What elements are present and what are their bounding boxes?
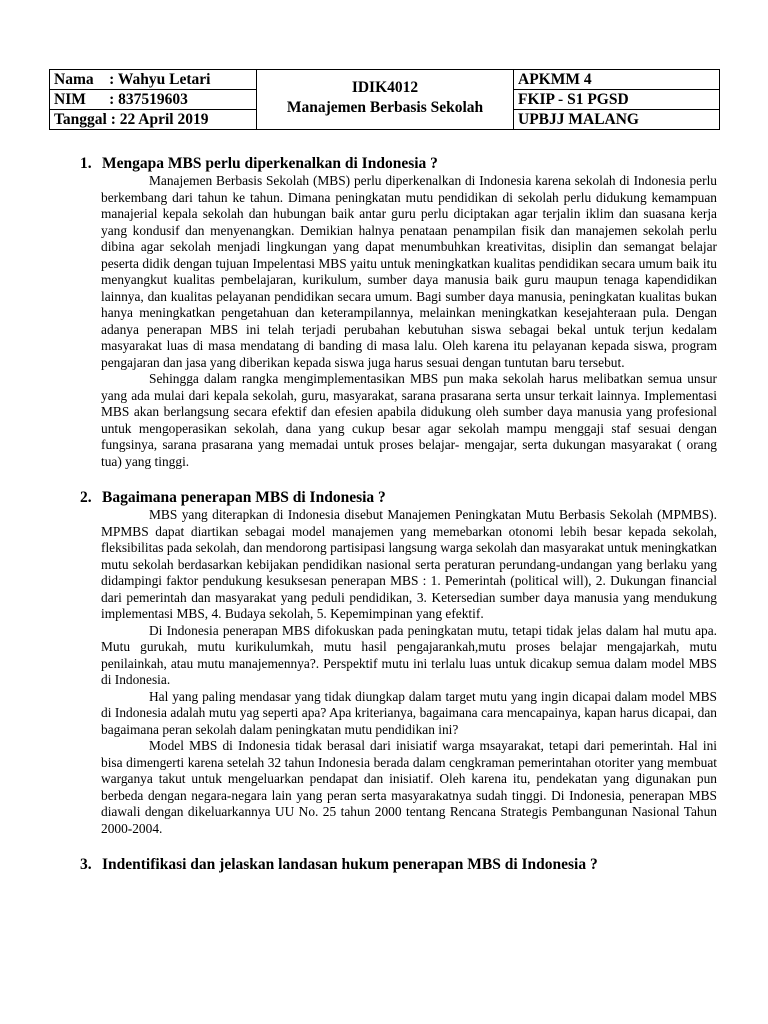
unit-cell: UPBJJ MALANG bbox=[514, 110, 720, 130]
question-heading bbox=[80, 155, 717, 173]
course-name: Manajemen Berbasis Sekolah bbox=[286, 99, 484, 116]
question-number: 3. bbox=[80, 856, 92, 873]
course-code: IDIK4012 bbox=[351, 79, 419, 96]
course-cell bbox=[257, 70, 514, 130]
faculty-cell: FKIP - S1 PGSD bbox=[514, 90, 720, 110]
answer-paragraph: Sehingga dalam rangka mengimplementasikan MBS pun maka sekolah harus melibatkan semua unsur yang ada mulai dari kepala sekolah, guru, masyarakat, sarana prasarana serta unsur terkait lainnya. Implementasi MBS akan berlangsung secara efektif dan efesien apabila didukung oleh sumber daya manusia yang profesional untuk mengoperasikan sekolah, dana yang cukup besar agar sekolah mampu menggaji staf sesuai dengan fungsinya, sarana prasarana yang memadai untuk proses belajar- mengajar, serta dukungan masyarakat ( orang tua) yang tinggi. bbox=[101, 371, 717, 469]
question-text: Bagaimana penerapan MBS di Indonesia ? bbox=[102, 489, 386, 506]
question-text: Indentifikasi dan jelaskan landasan hukum penerapan MBS di Indonesia ? bbox=[102, 856, 598, 873]
question-number: 1. bbox=[80, 155, 92, 172]
answer-paragraph: Hal yang paling mendasar yang tidak diungkap dalam target mutu yang ingin dicapai dalam model MBS di Indonesia adalah mutu yag seperti apa? Apa kriterianya, bagaimana cara mencapainya, kapan harus dicapai, dan bagaimana peran sekolah dalam peningkatan mutu pendidikan ini? bbox=[101, 688, 717, 737]
answer-paragraph: Manajemen Berbasis Sekolah (MBS) perlu diperkenalkan di Indonesia karena sekolah di Indonesia perlu berkembang dari tahun ke tahun. Dimana peningkatan mutu pendidikan di sekolah perlu didukung kemampuan manajerial kepala sekolah dan hubungan baik antar guru perlu diciptakan agar terjalin iklim dan suasana kerja yang kondusif dan menyenangkan. Demikian halnya penataan penampilan fisik dan manajemen sekolah perlu dibina agar sekolah menjadi lingkungan yang dapat menumbuhkan kreativitas, disiplin dan semangat belajar peserta didik dengan tujuan Impelentasi MBS yaitu untuk meningkatkan kualitas pendidikan secara umum baik itu menyangkut kualitas pembelajaran, kurikulum, sumber daya manusia baik guru maupun tenaga kapendidikan lainnya, dan kualitas pelayanan pendidikan secara umum. Bagi sumber daya manusia, peningkatan kualitas bukan hanya meningkatkan pengetahuan dan keterampilannya, melainkan meningkatkan kesejahteraan pula. Dengan adanya penerapan MBS ini telah terjadi perubahan kebutuhan siswa sebagai bekal untuk terjun kedalam masyarakat luas di masa mendatang di banding di masa lalu. Oleh karena itu pelayanan kepada siswa, program pengajaran dan jasa yang diberikan kepada siswa juga harus sesuai dengan tuntutan baru tersebut. bbox=[101, 173, 717, 370]
student-name: Nama : Wahyu Letari bbox=[50, 70, 257, 90]
answer-paragraph: Di Indonesia penerapan MBS difokuskan pada peningkatan mutu, tetapi tidak jelas dalam hal mutu apa. Mutu gurukah, mutu kurikulumkah, mutu hasil pengajarankah,mutu proses belajar mengajarkah, mutu penilainkah, atau mutu manajemennya?. Perspektif mutu ini terlalu luas untuk dicakup semua dalam model MBS di Indonesia. bbox=[101, 622, 717, 687]
question-number: 2. bbox=[80, 489, 92, 506]
answer-paragraph: Model MBS di Indonesia tidak berasal dari inisiatif warga msayarakat, tetapi dari pemerintah. Hal ini bisa dimengerti karena setelah 32 tahun Indonesia berada dalam cengkraman pemerintahan otoriter yang membuat warganya takut untuk mengeluarkan pendapat dan inisiatif. Oleh karena itu, pendekatan yang digunakan pun berbeda dengan negara-negara lain yang peran serta masyarakatnya sudah tinggi. Di Indonesia, penerapan MBS diawali dengan dikeluarkannya UU No. 25 tahun 2000 tentang Rencana Strategis Pembangunan Nasional Tahun 2000-2004. bbox=[101, 738, 717, 836]
header-table bbox=[49, 69, 720, 130]
document-body bbox=[79, 155, 717, 874]
question-heading bbox=[80, 489, 717, 507]
question-heading bbox=[80, 856, 717, 874]
answer-paragraph: MBS yang diterapkan di Indonesia disebut Manajemen Peningkatan Mutu Berbasis Sekolah (MPMBS). MPMBS dapat diartikan sebagai model manajemen yang memebarkan otonomi lebih besar kepada sekolah, fleksibilitas pada sekolah, dan mendorong partisipasi langsung warga sekolah dan masyarakat untuk meningkatkan mutu sekolah berdasarkan kebijakan pendidikan nasional serta peraturan perundang-undangan yang berlaku yang didampingi faktor pendukung kesuksesan penerapan MBS : 1. Pemerintah (political will), 2. Dukungan financial dari pemerintah dan masyarakat yang peduli pendidikan, 3. Ketersedian sumber daya manusia yang mendukung implementasi MBS, 4. Budaya sekolah, 5. Kepemimpinan yang efektif. bbox=[101, 507, 717, 621]
program-cell: APKMM 4 bbox=[514, 70, 720, 90]
student-nim: NIM : 837519603 bbox=[50, 90, 257, 110]
question-text: Mengapa MBS perlu diperkenalkan di Indonesia ? bbox=[102, 155, 438, 172]
submission-date: Tanggal : 22 April 2019 bbox=[50, 110, 257, 130]
